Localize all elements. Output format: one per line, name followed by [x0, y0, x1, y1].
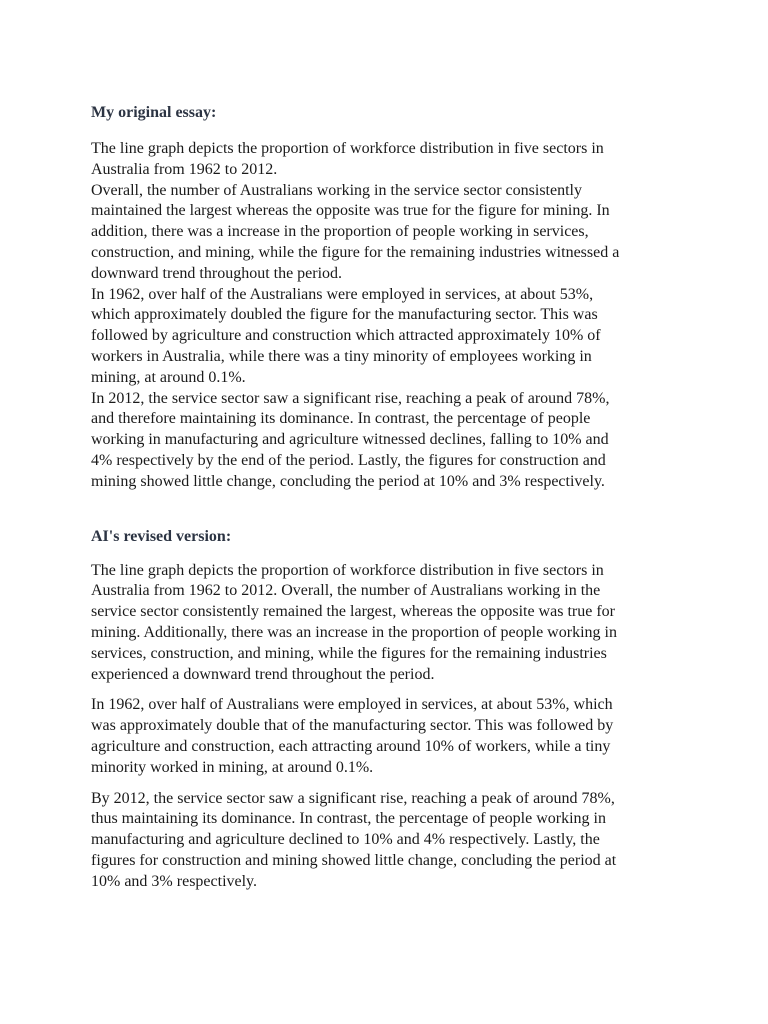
text-line: Australia from 1962 to 2012. — [91, 160, 278, 178]
document-page — [91, 103, 681, 903]
original-essay-section — [91, 103, 681, 493]
text-line: mining showed little change, concluding the period at 10% and 3% respectively. — [91, 472, 605, 490]
text-line: minority worked in mining, at around 0.1%. — [91, 758, 374, 776]
text-line: working in manufacturing and agriculture witnessed declines, falling to 10% and — [91, 431, 609, 449]
text-line: In 2012, the service sector saw a significant rise, reaching a peak of around 78%, — [91, 389, 610, 407]
text-line: downward trend throughout the period. — [91, 264, 343, 282]
revised-paragraph-1962 — [91, 695, 681, 778]
text-line: addition, there was a increase in the proportion of people working in services, — [91, 223, 589, 241]
text-line: By 2012, the service sector saw a significant rise, reaching a peak of around 78%, — [91, 789, 615, 807]
text-line: thus maintaining its dominance. In contrast, the percentage of people working in — [91, 810, 606, 828]
text-line: mining. Additionally, there was an increase in the proportion of people working in — [91, 623, 617, 641]
text-line: figures for construction and mining showed little change, concluding the period at — [91, 851, 617, 869]
text-line: Overall, the number of Australians working in the service sector consistently — [91, 181, 582, 199]
text-line: The line graph depicts the proportion of workforce distribution in five sectors in — [91, 140, 604, 157]
text-line: manufacturing and agriculture declined to 10% and 4% respectively. Lastly, the — [91, 831, 600, 849]
text-line: maintained the largest whereas the opposite was true for the figure for mining. In — [91, 202, 610, 220]
text-line: was approximately double that of the manufacturing sector. This was followed by — [91, 717, 614, 735]
revised-paragraph-2012 — [91, 789, 681, 893]
revised-paragraph-overview — [91, 561, 681, 686]
text-line: workers in Australia, while there was a tiny minority of employees working in — [91, 347, 592, 365]
text-line: 4% respectively by the end of the period. Lastly, the figures for construction and — [91, 451, 606, 469]
text-line: followed by agriculture and construction which attracted approximately 10% of — [91, 327, 601, 345]
text-line: mining, at around 0.1%. — [91, 368, 246, 386]
text-line: agriculture and construction, each attracting around 10% of workers, while a tiny — [91, 737, 611, 755]
original-essay-body — [91, 139, 681, 493]
text-line: experienced a downward trend throughout the period. — [91, 665, 435, 683]
text-line: and therefore maintaining its dominance. In contrast, the percentage of people — [91, 410, 591, 428]
text-line: Australia from 1962 to 2012. Overall, the number of Australians working in the — [91, 582, 601, 600]
revised-version-heading: AI's revised version: — [91, 527, 232, 545]
text-line: service sector consistently remained the largest, whereas the opposite was true for — [91, 603, 615, 621]
text-line: The line graph depicts the proportion of workforce distribution in five sectors in — [91, 561, 604, 579]
text-line: services, construction, and mining, while the figures for the remaining industries — [91, 644, 607, 662]
revised-version-section — [91, 527, 681, 893]
original-essay-heading: My original essay: — [91, 104, 217, 121]
text-line: construction, and mining, while the figure for the remaining industries witnessed a — [91, 243, 620, 261]
text-line: 10% and 3% respectively. — [91, 872, 258, 890]
text-line: In 1962, over half of the Australians were employed in services, at about 53%, — [91, 285, 594, 303]
text-line: which approximately doubled the figure for the manufacturing sector. This was — [91, 306, 598, 324]
text-line: In 1962, over half of Australians were employed in services, at about 53%, which — [91, 696, 613, 714]
